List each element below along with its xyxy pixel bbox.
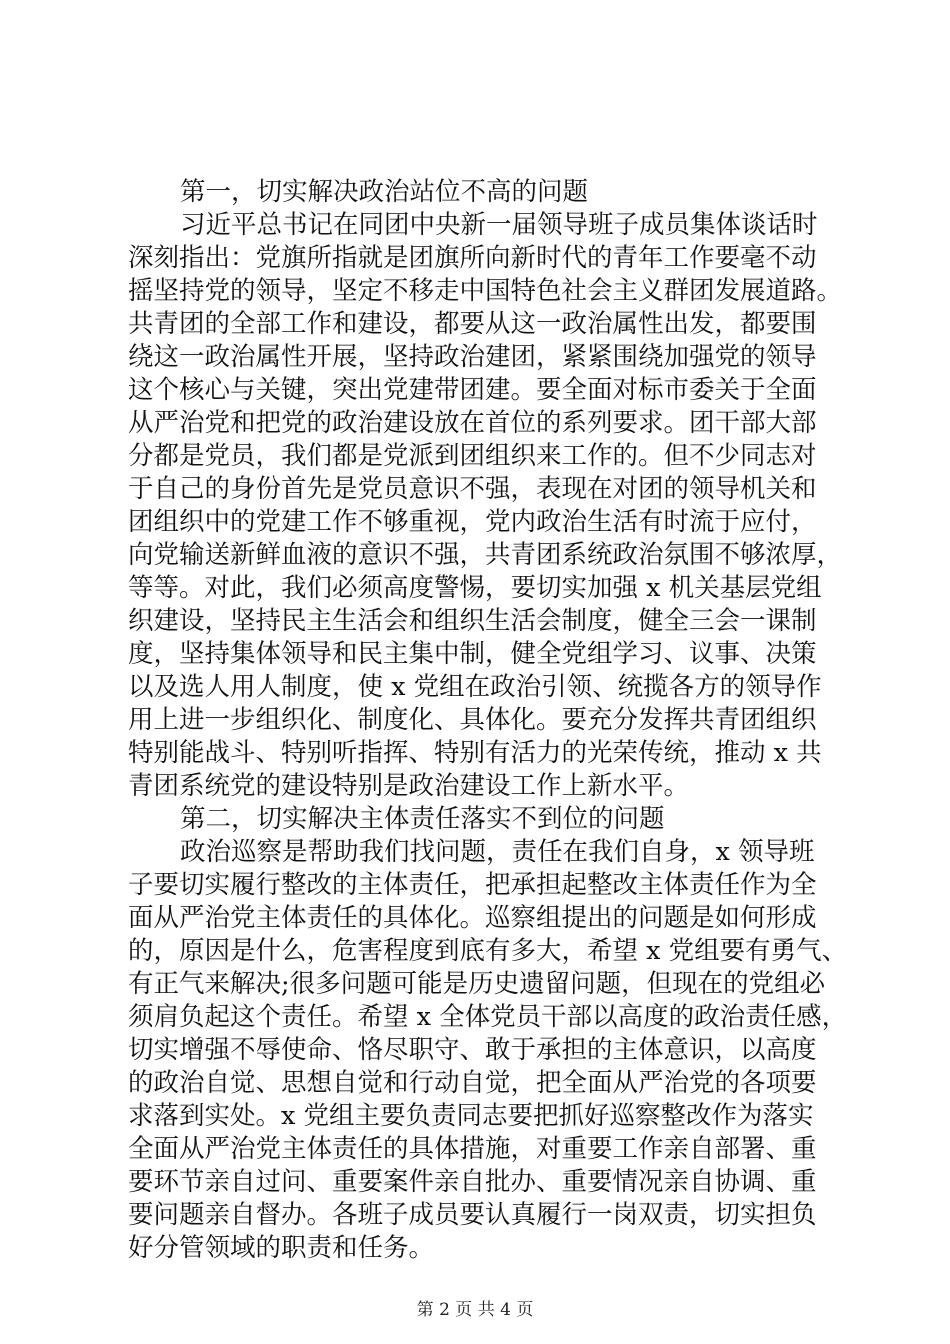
paragraph-1-line: 织建设，坚持民主生活会和组织生活会制度，健全三会一课制 bbox=[128, 606, 817, 636]
paragraph-1-line: 特别能战斗、特别听指挥、特别有活力的光荣传统，推动 x 共 bbox=[128, 738, 822, 768]
section-heading-2: 第二，切实解决主体责任落实不到位的问题 bbox=[180, 804, 665, 834]
paragraph-2-line: 要问题亲自督办。各班子成员要认真履行一岗双责，切实担负 bbox=[128, 1200, 817, 1230]
section-heading-1: 第一，切实解决政治站位不高的问题 bbox=[180, 177, 589, 207]
paragraph-2-line: 切实增强不辱使命、恪尽职守、敢于承担的主体意识，以高度 bbox=[128, 1035, 817, 1065]
paragraph-1-line: 团组织中的党建工作不够重视，党内政治生活有时流于应付， bbox=[128, 507, 817, 537]
paragraph-2-line: 好分管领域的职责和任务。 bbox=[128, 1233, 435, 1263]
paragraph-1-line: 这个核心与关键，突出党建带团建。要全面对标市委关于全面 bbox=[128, 375, 817, 405]
paragraph-2-line: 全面从严治党主体责任的具体措施，对重要工作亲自部署、重 bbox=[128, 1134, 817, 1164]
paragraph-2-line: 有正气来解决;很多问题可能是历史遗留问题，但现在的党组必 bbox=[128, 969, 826, 999]
paragraph-1-line: 绕这一政治属性开展，坚持政治建团，紧紧围绕加强党的领导 bbox=[128, 342, 817, 372]
paragraph-1-line: 等等。对此，我们必须高度警惕，要切实加强 x 机关基层党组 bbox=[128, 573, 822, 603]
paragraph-1-line: 习近平总书记在同团中央新一届领导班子成员集体谈话时 bbox=[180, 210, 818, 240]
paragraph-2-line: 政治巡察是帮助我们找问题，责任在我们自身，x 领导班 bbox=[180, 837, 815, 867]
page-number-footer: 第 2 页 共 4 页 bbox=[416, 1300, 534, 1320]
paragraph-1-line: 以及选人用人制度，使 x 党组在政治引领、统揽各方的领导作 bbox=[128, 672, 822, 702]
paragraph-2-line: 须肩负起这个责任。希望 x 全体党员干部以高度的政治责任感， bbox=[128, 1002, 848, 1032]
paragraph-2-line: 子要切实履行整改的主体责任，把承担起整改主体责任作为全 bbox=[128, 870, 817, 900]
paragraph-2-line: 要环节亲自过问、重要案件亲自批办、重要情况亲自协调、重 bbox=[128, 1167, 817, 1197]
paragraph-1-line: 向党输送新鲜血液的意识不强，共青团系统政治氛围不够浓厚， bbox=[128, 540, 843, 570]
paragraph-2-line: 的政治自觉、思想自觉和行动自觉，把全面从严治党的各项要 bbox=[128, 1068, 817, 1098]
paragraph-1-line: 共青团的全部工作和建设，都要从这一政治属性出发，都要围 bbox=[128, 309, 817, 339]
paragraph-1-line: 青团系统党的建设特别是政治建设工作上新水平。 bbox=[128, 771, 690, 801]
paragraph-1-line: 分都是党员，我们都是党派到团组织来工作的。但不少同志对 bbox=[128, 441, 817, 471]
paragraph-1-line: 摇坚持党的领导，坚定不移走中国特色社会主义群团发展道路。 bbox=[128, 276, 843, 306]
paragraph-1-line: 度，坚持集体领导和民主集中制，健全党组学习、议事、决策 bbox=[128, 639, 817, 669]
paragraph-2-line: 的，原因是什么，危害程度到底有多大，希望 x 党组要有勇气、 bbox=[128, 936, 848, 966]
paragraph-1-line: 于自己的身份首先是党员意识不强，表现在对团的领导机关和 bbox=[128, 474, 817, 504]
paragraph-1-line: 从严治党和把党的政治建设放在首位的系列要求。团干部大部 bbox=[128, 408, 817, 438]
paragraph-1-line: 深刻指出：党旗所指就是团旗所向新时代的青年工作要毫不动 bbox=[128, 243, 817, 273]
paragraph-1-line: 用上进一步组织化、制度化、具体化。要充分发挥共青团组织 bbox=[128, 705, 817, 735]
paragraph-2-line: 求落到实处。x 党组主要负责同志要把抓好巡察整改作为落实 bbox=[128, 1101, 814, 1131]
paragraph-2-line: 面从严治党主体责任的具体化。巡察组提出的问题是如何形成 bbox=[128, 903, 817, 933]
